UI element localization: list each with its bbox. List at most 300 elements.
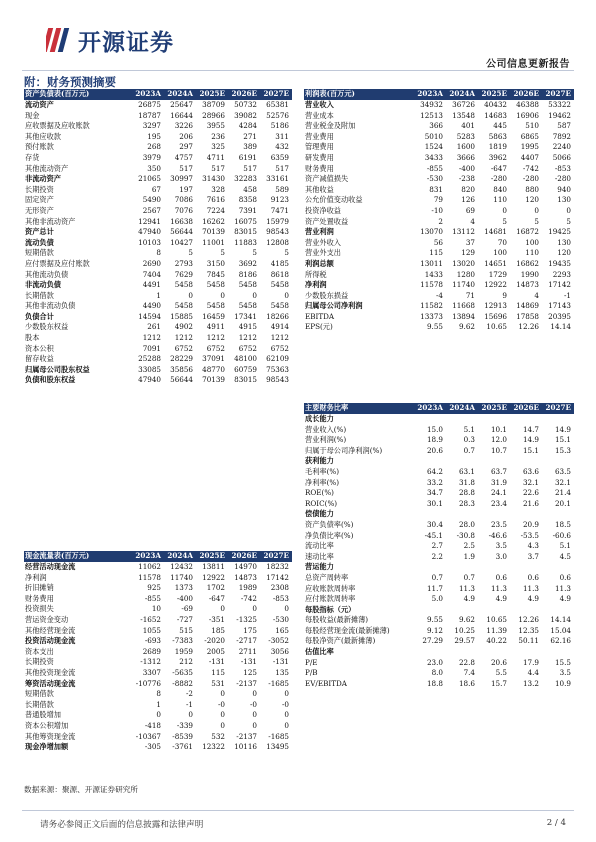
- row-value: 16644: [170, 110, 193, 120]
- row-value: 4.9: [559, 594, 571, 604]
- row-value: 6191: [238, 152, 257, 162]
- row-label: 折旧摊销: [25, 583, 54, 593]
- row-label: 净利润: [25, 572, 47, 582]
- row-value: 33.2: [426, 477, 443, 487]
- row-value: 10.25: [454, 625, 475, 635]
- row-value: 63.7: [490, 466, 507, 476]
- row-value: 13112: [452, 227, 475, 237]
- row-value: 8358: [238, 195, 257, 205]
- row-value: 28.0: [458, 519, 475, 529]
- row-value: [542, 414, 574, 425]
- year-header: 2024A: [446, 403, 478, 414]
- row-value: 7616: [206, 195, 225, 205]
- row-value: 34932: [420, 100, 443, 109]
- row-value: 4914: [270, 322, 289, 332]
- row-value: 83015: [234, 227, 257, 237]
- row-value: 0: [252, 710, 257, 720]
- row-value: [478, 509, 510, 520]
- row-value: [414, 605, 446, 616]
- row-value: 840: [493, 184, 507, 194]
- row-value: 4911: [206, 322, 225, 332]
- row-value: 9.62: [458, 322, 475, 332]
- row-value: 23.0: [426, 657, 443, 667]
- row-value: 11740: [452, 280, 475, 290]
- row-value: 9.12: [426, 625, 443, 635]
- row-value: 40432: [484, 100, 507, 109]
- row-value: 165: [275, 625, 289, 635]
- row-value: 83015: [234, 375, 257, 385]
- row-value: 4902: [174, 322, 193, 332]
- row-value: -2: [185, 689, 193, 699]
- row-label: 资产负债率(%): [305, 519, 354, 529]
- row-value: 12922: [202, 572, 225, 582]
- row-value: 261: [147, 322, 161, 332]
- row-value: 11.3: [458, 583, 475, 593]
- row-value: 32.1: [522, 477, 539, 487]
- table-row: [24, 248, 292, 259]
- row-value: 31.9: [490, 477, 507, 487]
- row-value: 10.65: [486, 322, 507, 332]
- table-row: [24, 121, 292, 132]
- row-value: 15.5: [554, 657, 571, 667]
- row-value: 50732: [234, 100, 257, 109]
- row-label: 营业收入: [305, 100, 334, 109]
- year-header: 2027E: [542, 403, 574, 414]
- row-value: -131: [208, 657, 225, 667]
- row-value: 13.2: [522, 678, 539, 688]
- row-value: 47940: [138, 375, 161, 385]
- row-value: 62109: [266, 354, 289, 364]
- row-label: 股本: [25, 333, 40, 343]
- row-value: 0.6: [495, 572, 507, 582]
- table-row: [24, 312, 292, 323]
- row-value: -2020: [204, 636, 225, 646]
- row-value: 5: [220, 248, 225, 258]
- table-row: [304, 164, 574, 175]
- table-row: [24, 301, 292, 312]
- table-row: [24, 594, 292, 605]
- row-value: 3962: [488, 152, 507, 162]
- row-value: 517: [179, 163, 193, 173]
- row-value: -1685: [268, 731, 289, 741]
- row-label: 净利润: [305, 280, 327, 290]
- row-value: -853: [554, 163, 571, 173]
- row-label: 其他收益: [305, 184, 334, 194]
- row-value: 4: [470, 216, 475, 226]
- row-value: 17142: [548, 280, 571, 290]
- row-value: -1: [563, 290, 571, 300]
- row-value: -8882: [172, 678, 193, 688]
- row-value: 12941: [138, 216, 161, 226]
- logo-text: 开源证券: [78, 29, 174, 56]
- row-value: 63.6: [522, 466, 539, 476]
- row-value: 11578: [138, 572, 161, 582]
- table-row: [24, 174, 292, 185]
- row-value: 13811: [202, 562, 225, 571]
- row-value: 25288: [138, 354, 161, 364]
- row-value: 3433: [424, 152, 443, 162]
- row-value: 195: [147, 131, 161, 141]
- table-row: [24, 583, 292, 594]
- row-value: 46388: [516, 100, 539, 109]
- row-value: 3666: [456, 152, 475, 162]
- table-row: [304, 142, 574, 153]
- row-value: -0: [249, 699, 257, 709]
- row-value: [478, 647, 510, 658]
- row-value: 28.8: [458, 488, 475, 498]
- row-value: 125: [243, 667, 257, 677]
- row-value: 1212: [174, 333, 193, 343]
- row-value: -530: [272, 614, 289, 624]
- row-value: 11.3: [522, 583, 539, 593]
- row-value: 14.9: [554, 424, 571, 434]
- row-value: 7391: [238, 205, 257, 215]
- row-value: -1325: [236, 614, 257, 624]
- row-value: 401: [461, 121, 475, 131]
- row-label: 长期借款: [25, 699, 54, 709]
- row-value: 126: [461, 195, 475, 205]
- row-value: 130: [557, 195, 571, 205]
- table-row: [24, 195, 292, 206]
- table-row: [304, 100, 574, 111]
- row-value: 21065: [138, 174, 161, 184]
- row-value: 18266: [266, 311, 289, 321]
- table-row: [304, 301, 574, 312]
- row-value: 0: [156, 710, 161, 720]
- row-value: 13070: [420, 227, 443, 237]
- year-header: 2027E: [542, 89, 574, 100]
- row-value: 14970: [234, 562, 257, 571]
- row-value: -351: [208, 614, 225, 624]
- row-value: 8618: [270, 269, 289, 279]
- row-label: 营业税金及附加: [305, 121, 356, 131]
- row-value: -0: [217, 699, 225, 709]
- row-label: 负债合计: [25, 311, 54, 321]
- row-label: 普通股增加: [25, 710, 61, 720]
- table-row: [304, 658, 574, 669]
- row-value: 12808: [266, 237, 289, 247]
- row-value: 0: [252, 604, 257, 614]
- row-label: 长期借款: [25, 290, 54, 300]
- row-value: [414, 414, 446, 425]
- row-value: 11001: [202, 237, 225, 247]
- table-row: [304, 605, 574, 616]
- row-value: 36726: [452, 100, 475, 109]
- row-value: [446, 456, 478, 467]
- row-value: 10.1: [490, 424, 507, 434]
- row-value: 7.4: [463, 668, 475, 678]
- row-value: 10: [151, 604, 161, 614]
- row-value: 9.62: [458, 615, 475, 625]
- row-value: [446, 647, 478, 658]
- table-row: [24, 217, 292, 228]
- row-value: [542, 509, 574, 520]
- row-value: 34.7: [426, 488, 443, 498]
- row-label: 每股经营现金流(最新摊薄): [305, 625, 390, 635]
- row-label: 净利率(%): [305, 477, 340, 487]
- row-value: 7629: [174, 269, 193, 279]
- row-value: 14594: [138, 311, 161, 321]
- row-value: 28229: [170, 354, 193, 364]
- row-value: 135: [275, 667, 289, 677]
- table-row: [304, 238, 574, 249]
- row-label: 资产总计: [25, 227, 54, 237]
- row-value: 5.0: [431, 594, 443, 604]
- row-value: 5186: [270, 121, 289, 131]
- table-row: [304, 111, 574, 122]
- table-row: [304, 153, 574, 164]
- row-value: 16459: [202, 311, 225, 321]
- table-row: [304, 636, 574, 647]
- row-value: [510, 562, 542, 573]
- row-value: -10776: [135, 678, 161, 688]
- row-value: 5458: [238, 301, 257, 311]
- year-header: 2025E: [196, 89, 228, 100]
- row-value: 17341: [234, 311, 257, 321]
- table-row: [304, 227, 574, 238]
- row-value: -2137: [236, 731, 257, 741]
- row-value: 5: [252, 248, 257, 258]
- row-value: 0.6: [559, 572, 571, 582]
- row-label: 流动负债: [25, 237, 54, 247]
- row-value: 311: [275, 131, 289, 141]
- row-value: 29.57: [454, 636, 475, 646]
- row-label: P/E: [305, 657, 318, 667]
- row-value: 7086: [174, 195, 193, 205]
- row-label: 利润总额: [305, 258, 334, 268]
- row-value: 56644: [170, 375, 193, 385]
- row-value: 940: [557, 184, 571, 194]
- row-value: 1212: [270, 333, 289, 343]
- row-value: -4: [435, 290, 443, 300]
- row-value: 3226: [174, 121, 193, 131]
- row-value: 5: [566, 216, 571, 226]
- row-label: 负债和股东权益: [25, 375, 76, 385]
- row-value: -131: [272, 657, 289, 667]
- row-value: 15885: [170, 311, 193, 321]
- row-value: 4.9: [527, 594, 539, 604]
- row-value: 7471: [270, 205, 289, 215]
- table-row: [304, 195, 574, 206]
- table-row: [24, 742, 292, 753]
- year-header: 2025E: [478, 403, 510, 414]
- row-label: 其他投资现金流: [25, 667, 76, 677]
- row-value: 532: [211, 731, 225, 741]
- row-value: 517: [275, 163, 289, 173]
- row-value: 1.9: [463, 551, 475, 561]
- row-value: 22.6: [522, 488, 539, 498]
- row-value: 16862: [516, 258, 539, 268]
- table-row: [24, 333, 292, 344]
- row-value: -45.1: [424, 530, 443, 540]
- row-value: 115: [429, 248, 443, 258]
- table-row: [24, 604, 292, 615]
- row-value: [478, 414, 510, 425]
- row-value: 13011: [420, 258, 443, 268]
- table-row: [24, 100, 292, 111]
- row-value: -7383: [172, 636, 193, 646]
- table-row: [24, 270, 292, 281]
- row-label: 偿债能力: [305, 509, 334, 519]
- row-value: 0: [252, 720, 257, 730]
- row-value: 0.6: [527, 572, 539, 582]
- row-label: 财务费用: [25, 593, 54, 603]
- row-value: 10427: [170, 237, 193, 247]
- table-row: [304, 668, 574, 679]
- table-row: [24, 354, 292, 365]
- row-label: 应收账款周转率: [305, 583, 356, 593]
- row-label: 营业利润(%): [305, 435, 347, 445]
- row-value: 8: [156, 248, 161, 258]
- table-row: [24, 615, 292, 626]
- table-row: [304, 552, 574, 563]
- table-row: [304, 584, 574, 595]
- row-value: 23.5: [490, 519, 507, 529]
- row-value: 11883: [234, 237, 257, 247]
- row-value: -2717: [236, 636, 257, 646]
- row-label: 其他筹资现金流: [25, 731, 76, 741]
- row-value: [510, 605, 542, 616]
- row-label: 非流动负债: [25, 280, 61, 290]
- table-row: [304, 626, 574, 637]
- row-value: 5.5: [495, 668, 507, 678]
- row-value: 13373: [420, 311, 443, 321]
- row-value: 5863: [488, 131, 507, 141]
- row-value: 4711: [206, 152, 225, 162]
- row-value: 2: [438, 216, 443, 226]
- table-row: [24, 732, 292, 743]
- table-row: [24, 164, 292, 175]
- row-label: 流动资产: [25, 100, 54, 109]
- row-value: 4490: [142, 301, 161, 311]
- row-value: 56: [433, 237, 443, 247]
- row-value: [478, 605, 510, 616]
- row-label: 投资活动现金流: [25, 636, 76, 646]
- row-value: 4.5: [559, 551, 571, 561]
- table-row: [304, 615, 574, 626]
- row-value: 10.7: [490, 445, 507, 455]
- row-value: 18787: [138, 110, 161, 120]
- row-label: 估值比率: [305, 647, 334, 657]
- row-label: 营业费用: [305, 131, 334, 141]
- table-header-row: [24, 551, 292, 562]
- row-value: 2567: [142, 205, 161, 215]
- row-label: 资本公积增加: [25, 720, 69, 730]
- table-row: [24, 562, 292, 573]
- row-label: ROIC(%): [305, 498, 338, 508]
- row-value: 432: [275, 142, 289, 152]
- row-value: 13020: [452, 258, 475, 268]
- row-label: 其他经营现金流: [25, 625, 76, 635]
- row-value: 5458: [206, 280, 225, 290]
- year-header: 2024A: [164, 551, 196, 562]
- row-value: 6865: [520, 131, 539, 141]
- row-value: -530: [426, 174, 443, 184]
- row-value: 1212: [142, 333, 161, 343]
- row-value: 13495: [266, 742, 289, 752]
- row-value: 27.29: [422, 636, 443, 646]
- row-value: 12432: [170, 562, 193, 571]
- row-value: 328: [211, 184, 225, 194]
- row-value: 0: [220, 290, 225, 300]
- row-value: 3.5: [495, 541, 507, 551]
- row-value: 458: [243, 184, 257, 194]
- row-value: 7224: [206, 205, 225, 215]
- row-label: 固定资产: [25, 195, 54, 205]
- row-value: 3.7: [527, 551, 539, 561]
- row-value: 11578: [420, 280, 443, 290]
- row-value: 206: [179, 131, 193, 141]
- header-divider: [22, 70, 574, 71]
- table-row: [24, 238, 292, 249]
- row-value: 5458: [174, 280, 193, 290]
- row-value: [446, 509, 478, 520]
- row-value: 1373: [174, 583, 193, 593]
- row-label: 成长能力: [305, 414, 334, 423]
- row-value: 30.4: [426, 519, 443, 529]
- table-row: [24, 679, 292, 690]
- row-value: -693: [144, 636, 161, 646]
- row-value: 20.6: [490, 657, 507, 667]
- row-value: 63.5: [554, 466, 571, 476]
- row-label: 无形资产: [25, 205, 54, 215]
- row-value: [542, 456, 574, 467]
- row-value: 831: [429, 184, 443, 194]
- table-header-row: [304, 403, 574, 414]
- row-value: 9123: [270, 195, 289, 205]
- row-value: 2240: [552, 142, 571, 152]
- row-label: 管理费用: [305, 142, 334, 152]
- row-label: 长期投资: [25, 657, 54, 667]
- row-value: 517: [211, 163, 225, 173]
- row-value: -305: [144, 742, 161, 752]
- footer-divider: [22, 810, 574, 811]
- row-label: 每股指标（元）: [305, 604, 356, 614]
- row-value: -647: [208, 593, 225, 603]
- row-value: -855: [144, 593, 161, 603]
- row-value: 1280: [456, 269, 475, 279]
- row-value: 11.3: [554, 583, 571, 593]
- row-label: 其他流动资产: [25, 163, 69, 173]
- source-note: 数据来源：聚源、开源证券研究所: [24, 785, 138, 794]
- year-header: 2023A: [414, 403, 446, 414]
- row-value: -60.6: [552, 530, 571, 540]
- row-label: 毛利率(%): [305, 466, 340, 476]
- table-row: [304, 488, 574, 499]
- table-row: [304, 206, 574, 217]
- table-row: [304, 509, 574, 520]
- table-row: [24, 280, 292, 291]
- year-header: 2026E: [228, 551, 260, 562]
- row-value: 325: [211, 142, 225, 152]
- row-value: 0.7: [431, 572, 443, 582]
- row-value: 4915: [238, 322, 257, 332]
- row-value: 2690: [142, 258, 161, 268]
- year-header: 2027E: [260, 551, 292, 562]
- row-value: 15.7: [490, 678, 507, 688]
- row-value: 11062: [138, 562, 161, 571]
- row-value: -647: [490, 163, 507, 173]
- row-value: 515: [179, 625, 193, 635]
- row-value: 445: [493, 121, 507, 131]
- table-row: [304, 499, 574, 510]
- row-value: -853: [272, 593, 289, 603]
- row-value: 5458: [238, 280, 257, 290]
- row-value: 11.39: [486, 625, 507, 635]
- row-value: 14873: [234, 572, 257, 582]
- row-value: [510, 647, 542, 658]
- row-value: 4: [534, 290, 539, 300]
